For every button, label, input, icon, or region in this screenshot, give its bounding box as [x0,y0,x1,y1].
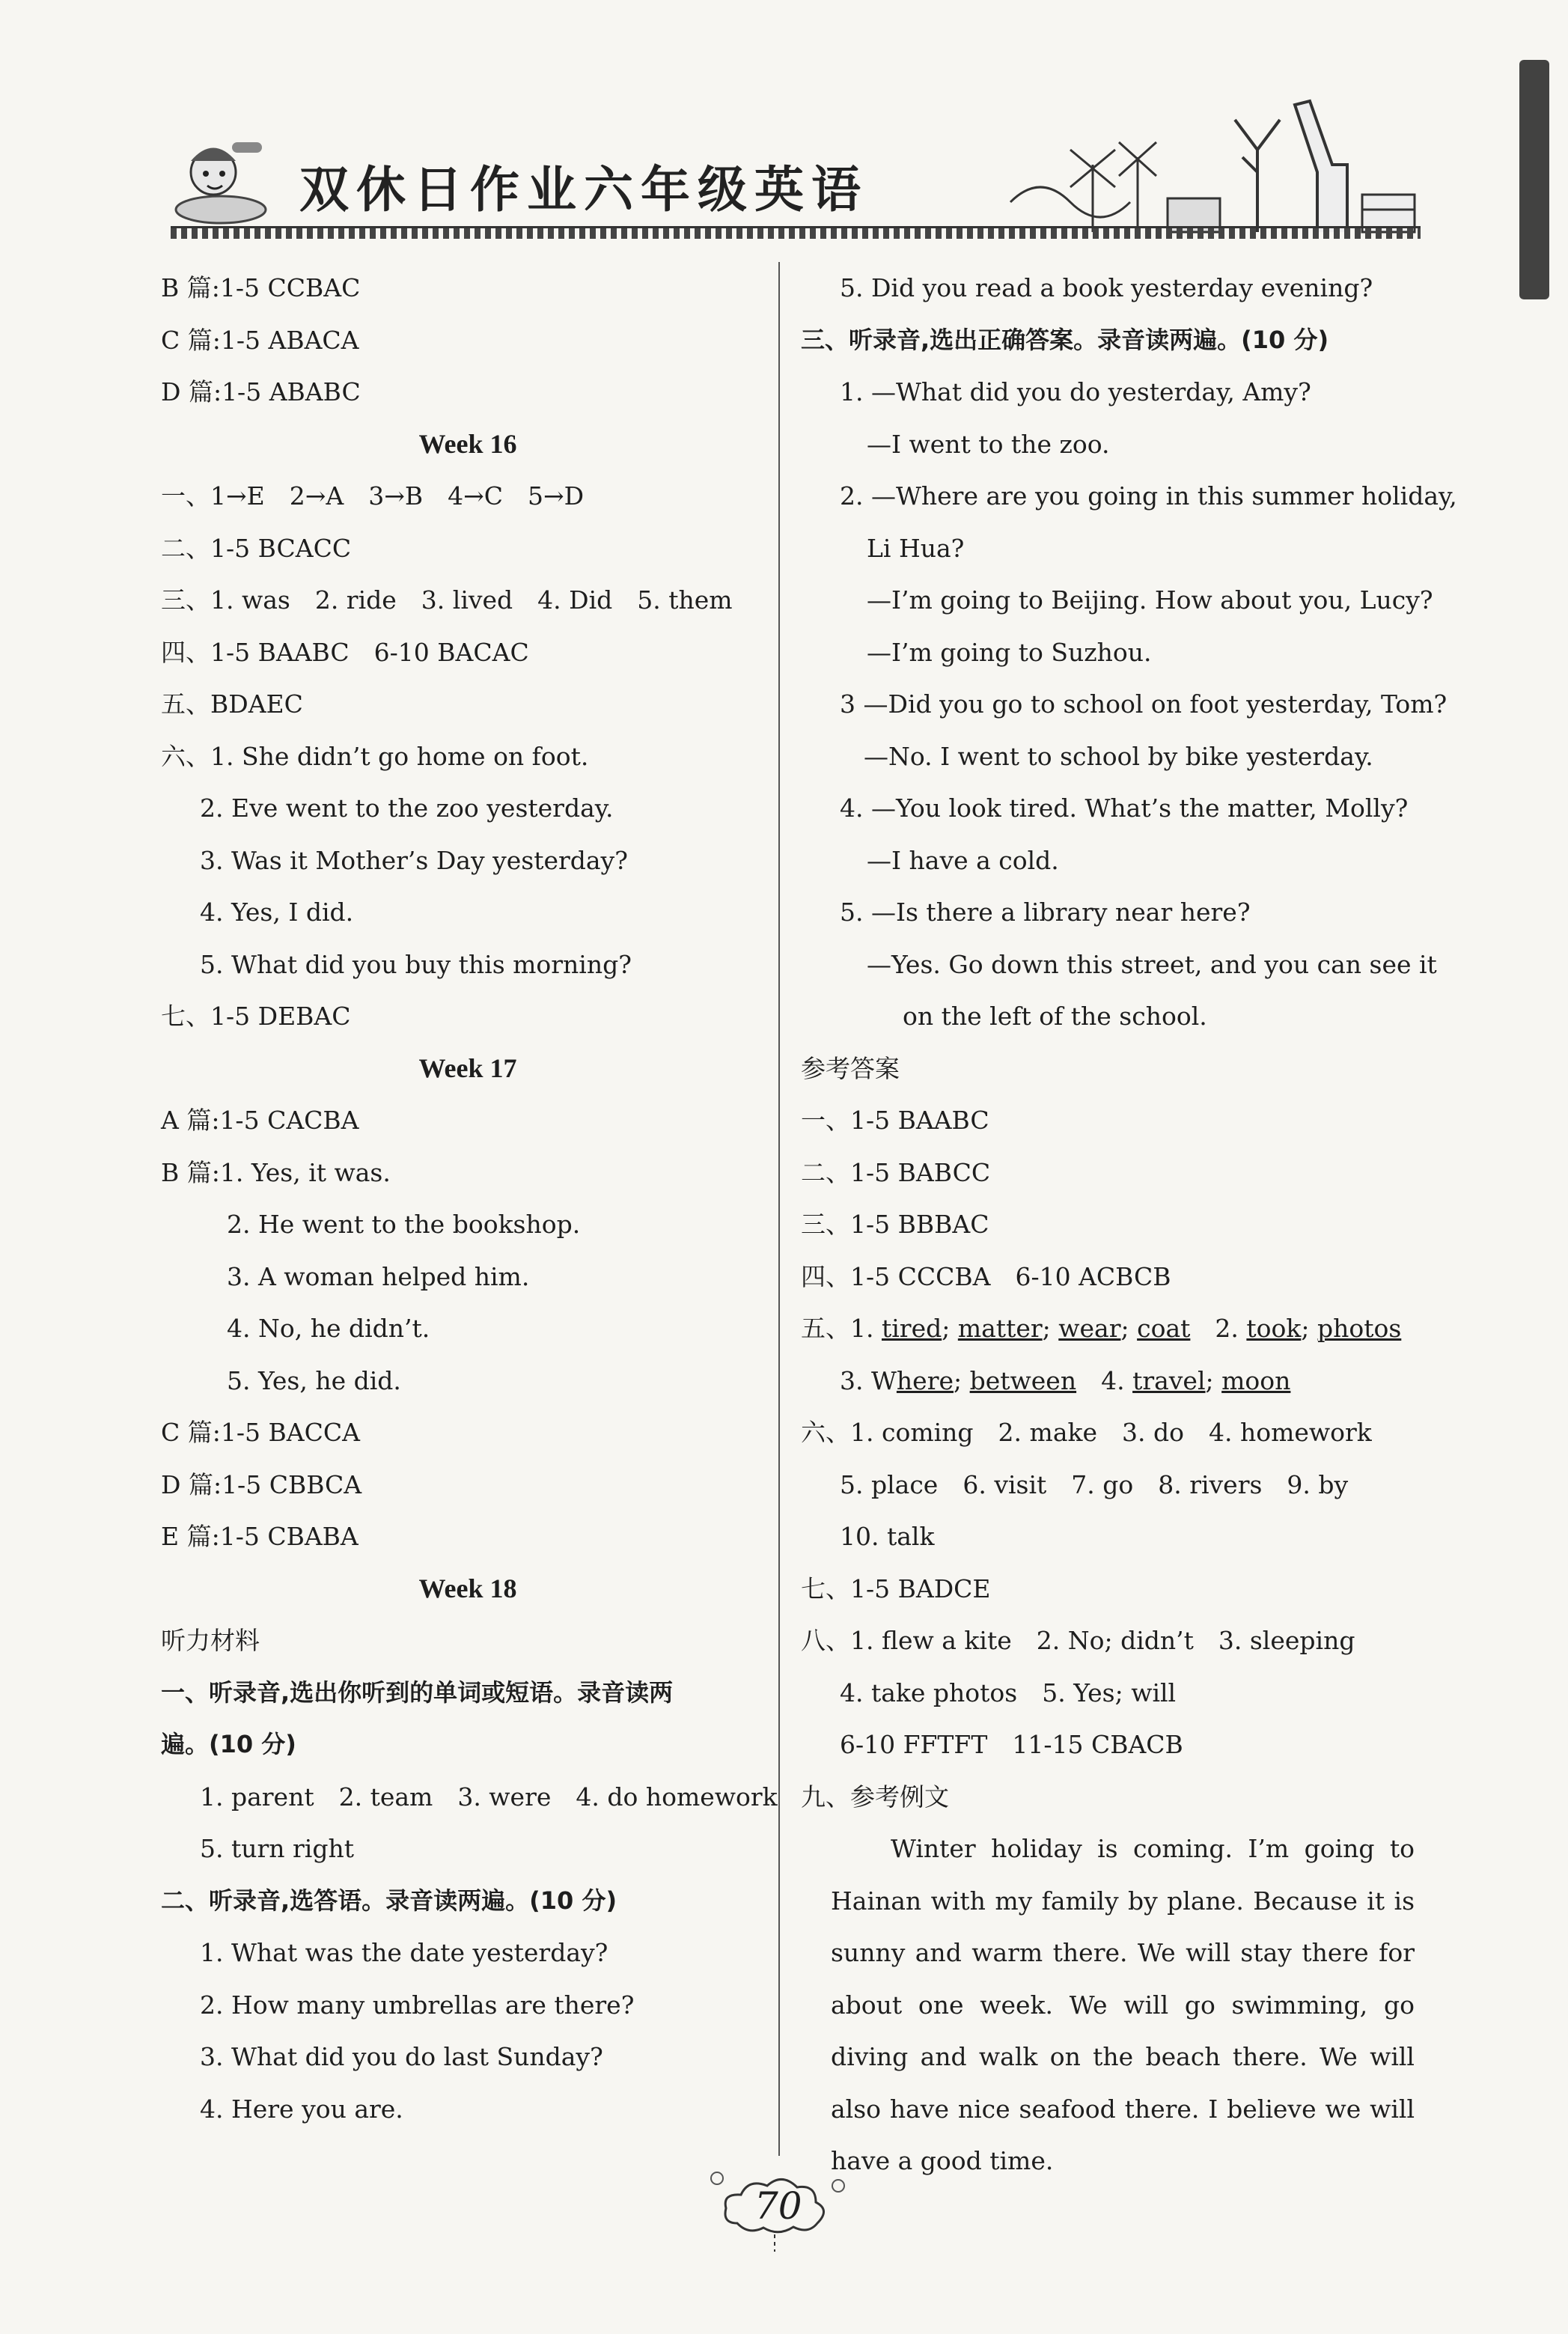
page-title: 双休日作业六年级英语 [299,161,868,219]
answer-line: D 篇:1-5 CBBCA [161,1469,362,1499]
answer-line: C 篇:1-5 BACCA [161,1418,360,1447]
underlined-word: tired [881,1314,942,1343]
answer-line: 5. Yes, he did. [227,1365,401,1395]
answer-line: 4. Yes, I did. [200,898,354,927]
dialogue-line: Li Hua? [867,533,965,563]
answer-line: 10. talk [840,1522,935,1551]
section-heading: 三、听录音,选出正确答案。录音读两遍。(10 分) [801,325,1329,354]
week-heading: Week 17 [418,1052,517,1083]
page-number: 70 [754,2184,802,2228]
dialogue-line: 3 —Did you go to school on foot yesterday, Tom? [840,689,1447,719]
answer-line: 1. parent 2. team 3. were 4. do homework [200,1782,778,1812]
answer-line: 3. What did you do last Sunday? [200,2042,603,2071]
answer-line: 八、1. flew a kite 2. No; didn’t 3. sleeping [801,1626,1355,1655]
answer-line: 3. Where; between 4. travel; moon [840,1365,1291,1395]
windmill-giraffe-illustration [995,90,1422,240]
answer-line: 2. Eve went to the zoo yesterday. [200,793,614,823]
answer-separator: 2. [1190,1314,1247,1343]
answer-line: 4. Here you are. [200,2094,403,2124]
answer-line: 6-10 FFTFT 11-15 CBACB [840,1730,1183,1759]
answer-line: 3. A woman helped him. [227,1261,530,1291]
dialogue-line: on the left of the school. [903,1002,1207,1031]
section-label: 听力材料 [161,1626,260,1655]
answer-prefix: 五、1. [801,1314,882,1343]
answer-line: A 篇:1-5 CACBA [161,1106,359,1135]
section-heading: 一、听录音,选出你听到的单词或短语。录音读两 [161,1678,674,1707]
underlined-word: here [896,1365,954,1395]
answer-line: 5. Did you read a book yesterday evening? [840,273,1373,302]
answer-line: 5. place 6. visit 7. go 8. rivers 9. by [840,1469,1349,1499]
section-heading: 二、听录音,选答语。录音读两遍。(10 分) [161,1886,617,1915]
dialogue-line: —I’m going to Beijing. How about you, Lucy? [867,585,1433,615]
underlined-word: moon [1221,1365,1291,1395]
answer-line: C 篇:1-5 ABACA [161,325,359,355]
dialogue-line: 1. —What did you do yesterday, Amy? [840,377,1311,406]
section-label: 九、参考例文 [801,1782,949,1812]
dialogue-line: 4. —You look tired. What’s the matter, Molly? [840,793,1409,823]
underlined-word: travel [1132,1365,1206,1395]
answer-prefix: 3. W [840,1365,897,1395]
underlined-word: matter [957,1314,1043,1343]
answer-line: 五、1. tired; matter; wear; coat 2. took; photos [801,1314,1402,1343]
answer-line: 4. No, he didn’t. [227,1314,430,1343]
header-divider [171,226,1421,239]
answer-line: 五、BDAEC [161,689,303,719]
answer-line: 二、1-5 BCACC [161,533,352,563]
week-heading: Week 16 [418,428,517,459]
right-column [801,262,1457,2187]
answer-line: 1. What was the date yesterday? [200,1938,608,1967]
answer-line: 三、1-5 BBBAC [801,1210,989,1239]
week-heading: Week 18 [418,1573,517,1603]
cartoon-kid-illustration [161,127,281,232]
scan-edge-mark [1519,60,1549,299]
answer-line: 三、1. was 2. ride 3. lived 4. Did 5. them [161,585,733,615]
section-label: 参考答案 [801,1053,900,1083]
answer-line: 六、1. She didn’t go home on foot. [161,741,589,771]
left-column [161,262,778,2135]
answer-line: 六、1. coming 2. make 3. do 4. homework [801,1418,1372,1447]
answer-line: 5. What did you buy this morning? [200,949,632,979]
dialogue-line: 5. —Is there a library near here? [840,898,1251,927]
underlined-word: coat [1137,1314,1191,1343]
dialogue-line: 2. —Where are you going in this summer holiday, [840,481,1457,511]
answer-line: 四、1-5 BAABC 6-10 BACAC [161,637,529,667]
answer-line: 七、1-5 BADCE [801,1573,991,1603]
answer-line: 二、1-5 BABCC [801,1157,991,1187]
dialogue-line: —Yes. Go down this street, and you can see it [867,949,1437,979]
answer-separator: 4. [1076,1365,1133,1395]
dialogue-line: —I’m going to Suzhou. [867,637,1152,667]
answer-line: 七、1-5 DEBAC [161,1002,351,1031]
answer-line: 2. He went to the bookshop. [227,1210,581,1239]
dialogue-line: —I have a cold. [867,845,1059,875]
answer-line: 一、1→E 2→A 3→B 4→C 5→D [161,481,585,511]
underlined-word: took [1246,1314,1302,1343]
answer-line: 2. How many umbrellas are there? [200,1990,635,2020]
answer-line: D 篇:1-5 ABABC [161,377,361,406]
underlined-word: wear [1058,1314,1121,1343]
section-heading: 遍。(10 分) [161,1730,296,1758]
page-number-badge [704,2163,853,2253]
column-divider [778,262,780,2156]
sample-essay: Winter holiday is coming. I’m going to Hainan with my family by plane. Because it is sunny and warm there. We will stay there for about one week. We will go swimming, go diving and walk on the beach there. We will also have nice seafood there. I believe we will have a good time. [831,1834,1415,2175]
answer-line: 3. Was it Mother’s Day yesterday? [200,845,628,875]
dialogue-line: —I went to the zoo. [867,429,1110,459]
answer-line: 5. turn right [200,1834,354,1863]
answer-line: 一、1-5 BAABC [801,1106,989,1135]
underlined-word: photos [1317,1314,1402,1343]
answer-line: B 篇:1-5 CCBAC [161,273,361,302]
answer-line: 四、1-5 CCCBA 6-10 ACBCB [801,1261,1171,1291]
answer-line: E 篇:1-5 CBABA [161,1522,359,1551]
dialogue-line: —No. I went to school by bike yesterday. [864,741,1373,771]
underlined-word: between [969,1365,1077,1395]
answer-line: 4. take photos 5. Yes; will [840,1678,1177,1707]
answer-line: B 篇:1. Yes, it was. [161,1157,391,1187]
